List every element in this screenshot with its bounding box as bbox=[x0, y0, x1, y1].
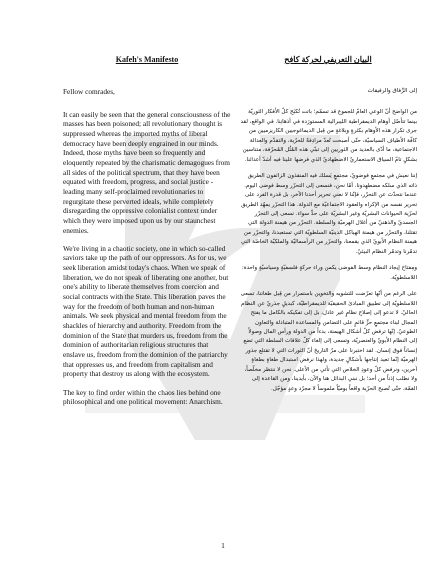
arabic-greeting: إلى الرِّفاق والرفيقات bbox=[367, 88, 417, 94]
arabic-paragraph: من الواضح أنّ الوعي العامّ للجموع قد تسمّم؛ باتت تُكبَح كلّ الأفكار الثوريّة بينما تتأصّل أوهام الديمقراطية الليبرالية المستورَدة في أذهانِنا. في الواقع، لقد جرى تكرار هذه الأوهام بكثرةٍ وبلاغةٍ من قِبل الديماغوجيين الكاريزميين من كافّة الأطياف السياسيّة، حتّى أصبحت تُعدّ مرادِفةً للحرّية، والتقدّم والعدالة الاجتماعية، ما أدّى بالعديد من الثوريين إلى تبنّي هذه المُثُل المُحرّفة، متناسين بشكلٍ تامّ السياق الاستعماريّ الاضطهاديّ الذي فرضها علينا فيه أشدّ أعدائنا. bbox=[240, 109, 417, 163]
english-paragraph: We're living in a chaotic society, one in which so-called saviors take up the path of our oppressors. As for us, we seek liberation amidst today's chaos. When we speak of liberation, we do not speak of liberating one another, but one's ability to liberate themselves from coercion and social contracts with the State. This liberation paves the way for the freedom of both human and non-human animals. We seek physical and mental freedom from the shackles of hierarchy and authority. Freedom from the dominion of the State that murders us, freedom from the dominion of authoritarian religious structures that enslave us, freedom from the dominion of the patriarchy that oppresses us, and freedom from capitalism and property that destroy us along with the ecosystem. bbox=[63, 243, 229, 379]
arabic-paragraph: ومِفتاح إيجاد النظام وسط الفوضى يكمن وراء حركةٍ فلسفيّةٍ وسياسيّةٍ واحدة: اللاسلطويّة. bbox=[241, 265, 417, 281]
arabic-paragraph: إننا نعيش في مجتمعٍ فوضويّ، مجتمعٍ يَسلك فيه المنقذون الزائفون الطريق ذاته الذي سلكه مضطهِدونا. أمّا نحن، فنسعى إلى التحرّر وسط فوضى اليوم. عندما نتحدّث عن التحرّر، فإنّنا لا نعني تحرير أحدنا الآخر، بل قدرة الفرد على تحرير نفسه من الإكراه والعقود الاجتماعيّة مع الدولة. هذا التحرّر يمهّد الطريق لحرّية الحيوانات البشريّة وغير البشريّة على حدٍّ سواء. نسعى إلى التحرّر الجسديّ والذهنيّ من أغلال الهرميّة والسلطة. التحرّر من هيمنة الدولة التي تقتلنا، والتحرّر من هيمنة الهياكل الدينيّة السلطويّة التي تستعبدنا، والتحرّر من هيمنة النظام الأبويّ الذي يقمعنا، والتحرّر من الرأسماليّة والملكيّة الخاصّة التي تدمّرنا وتدمّر النظام البيئيّ. bbox=[240, 173, 417, 255]
arabic-title: البيان التعريفي لحركة كافح bbox=[284, 55, 372, 64]
english-column bbox=[63, 55, 231, 415]
english-paragraph: The key to find order within the chaos lies behind one philosophical and one political movement: Anarchism. bbox=[63, 387, 223, 407]
arabic-paragraph: على الرغم من أنّها تعرّضت للتشويه والتخوين باستمرار من قِبل طغاتنا، تسعى اللاسلطويّة إلى تطبيق المبادئ الحقيقيّة للديمقراطيّة، كبديلٍ جذريّ عن النظام الحاليّ. لا تدعو إلى إصلاح نظامٍ غير عادل، بل إلى تفكيكه بالكامل ما يفتح المجال لبناء مجتمعٍ حرٍّ قائمٍ على التضامن والمساعدة المتبادلة والتعاون الطوعيّ. إنّها ترفض كلّ أشكال الهيمنة، بدءاً من الدولة ورأس المال وصولاً إلى النظام الأبويّ والعنصريّة، وتسعى إلى إلغاء كلّ علاقات السلطة التي تضع إنساناً فوق إنسان. لقد اختبرنا على مرّ التاريخ أنّ الثورات التي لا تقتلع جذور الهرميّة إنّما تعيد إنتاجها بأشكالٍ جديدة، ولهذا نرفض استبدال طغاةٍ بطغاةٍ آخرين، ونرفض كلّ وعودِ الخلاص التي تأتي من الأعلى. نحن لا ننتظر مخلّصاً، ولا نطلب إذناً من أحد؛ بل نبني البدائل هنا والآن، بأيدينا، ومن القاعدة إلى القمّة، حتّى تُصبح الحرّية واقعاً يوميّاً ملموساً لا مجرّد وعدٍ مؤجّل. bbox=[240, 291, 417, 392]
page-number: 1 bbox=[221, 541, 225, 550]
arabic-column bbox=[239, 55, 417, 401]
english-title: Kafeh's Manifesto bbox=[115, 55, 179, 64]
english-paragraph: It can easily be seen that the general consciousness of the masses has been poisoned; all revolutionary thought is suppressed whereas the imported myths of liberal democracy have been deeply engrained in our minds. Indeed, those myths have been so frequently and eloquently repeated by the charismatic demagogues from all sides of the political spectrum, that they have been equated with freedom, progress, and social justice - leading many self-proclaimed revolutionaries to regurgitate these perverted ideals, while completely disregarding the oppressive colonialist context under which they were imposed upon us by our staunchest enemies. bbox=[63, 109, 231, 235]
english-greeting: Fellow comrades, bbox=[63, 87, 115, 96]
